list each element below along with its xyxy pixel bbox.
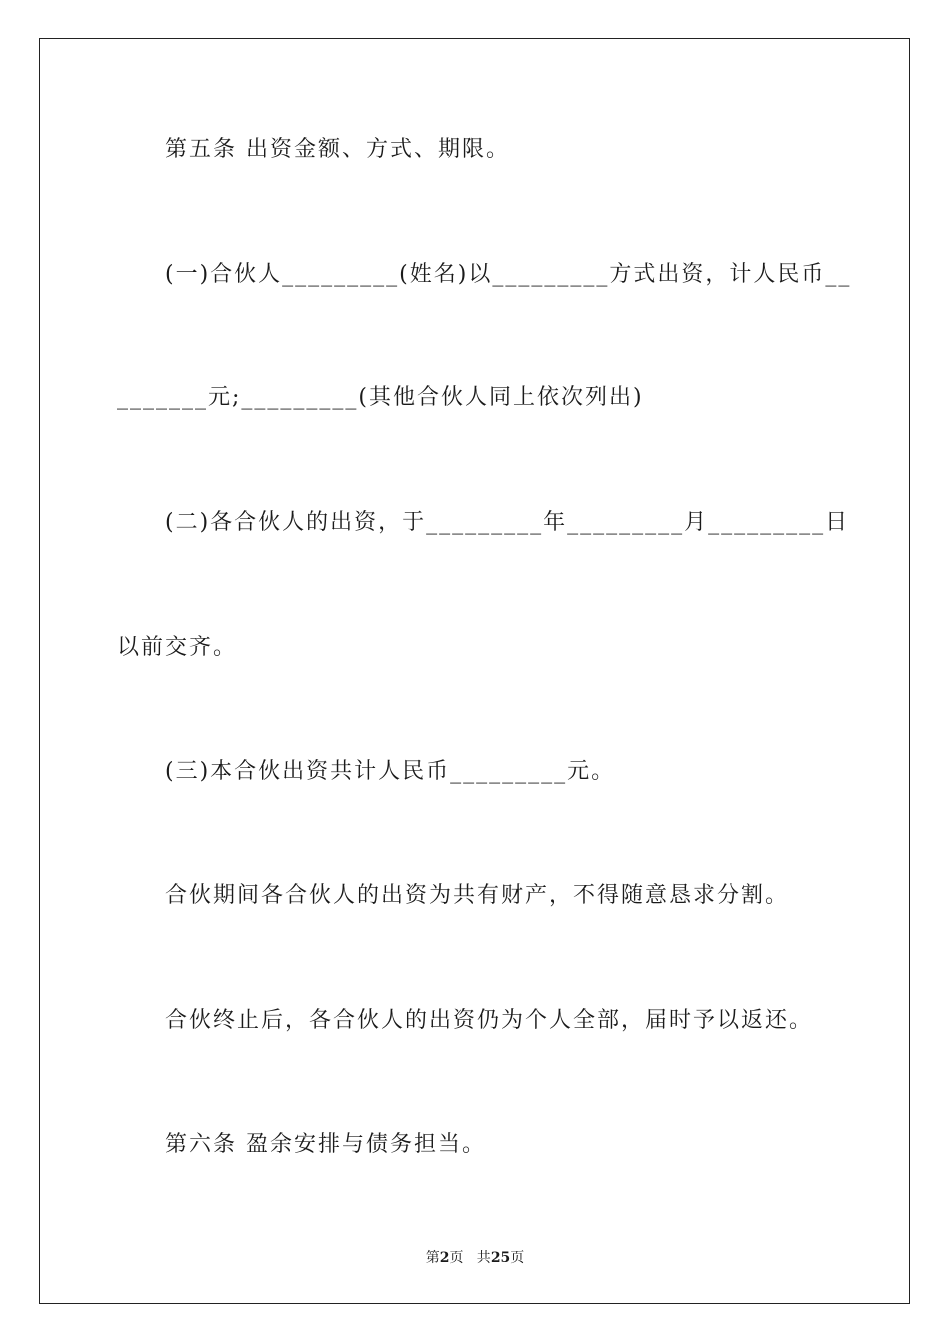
footer-current-page: 2 bbox=[439, 1250, 450, 1266]
page-border bbox=[39, 38, 910, 1304]
clause-1-line-1: (一)合伙人_________(姓名)以_________方式出资，计人民币__ bbox=[165, 262, 852, 287]
paragraph-return-contribution: 合伙终止后，各合伙人的出资仍为个人全部，届时予以返还。 bbox=[165, 1008, 814, 1033]
article-6-heading: 第六条 盈余安排与债务担当。 bbox=[165, 1132, 486, 1157]
footer-mid: 页 共 bbox=[449, 1250, 491, 1266]
clause-3: (三)本合伙出资共计人民币_________元。 bbox=[165, 759, 616, 784]
clause-2-line-1: (二)各合伙人的出资，于_________年_________月_________日 bbox=[165, 510, 850, 535]
clause-2-line-2: 以前交齐。 bbox=[117, 635, 238, 660]
paragraph-shared-property: 合伙期间各合伙人的出资为共有财产，不得随意恳求分割。 bbox=[165, 883, 790, 908]
article-5-heading: 第五条 出资金额、方式、期限。 bbox=[165, 137, 510, 162]
footer-total-pages: 25 bbox=[490, 1250, 511, 1266]
page-footer bbox=[0, 1247, 950, 1267]
clause-1-line-2: _______元;_________(其他合伙人同上依次列出) bbox=[117, 385, 644, 410]
footer-prefix: 第 bbox=[425, 1250, 440, 1266]
footer-suffix: 页 bbox=[510, 1250, 525, 1266]
